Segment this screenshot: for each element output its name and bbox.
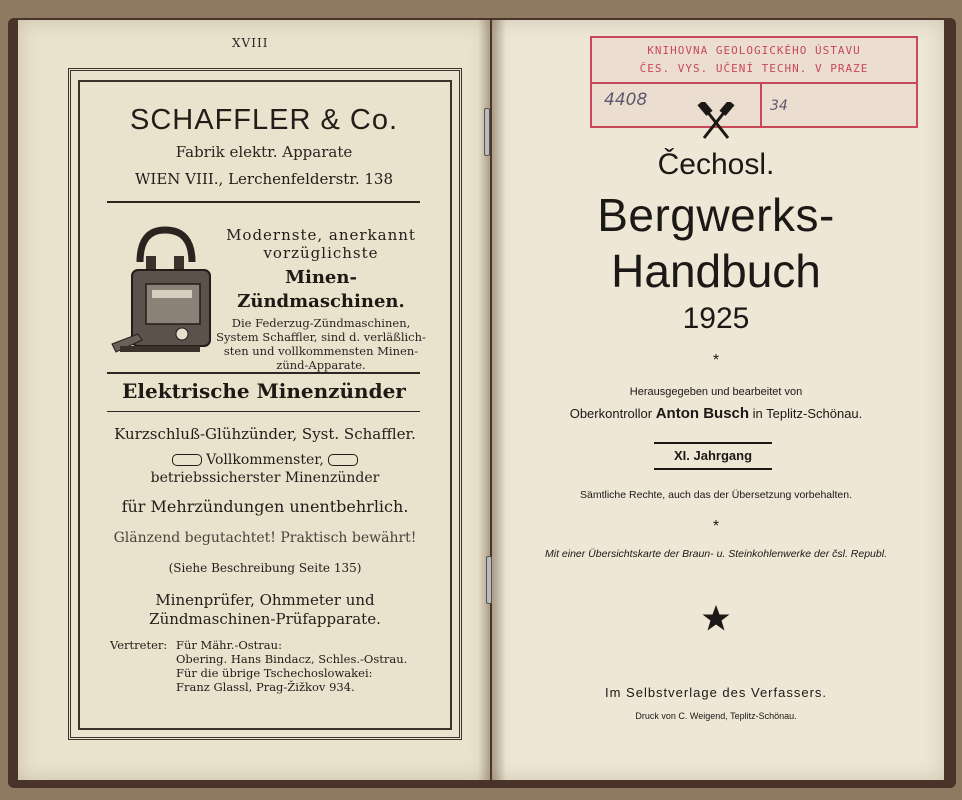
printer-line: Druck von C. Weigend, Teplitz-Schönau. [635, 711, 797, 721]
trademark-logo [328, 454, 358, 466]
staple-top [484, 108, 490, 156]
title-line-2: Handbuch [611, 245, 821, 297]
representatives-label: Vertreter: [110, 638, 168, 652]
rights-notice: Sämtliche Rechte, auch das der Übersetzung vorbehalten. [580, 489, 852, 501]
company-name: SCHAFFLER & Co. [130, 104, 398, 136]
title-line-1: Bergwerks- [597, 189, 835, 241]
ad-line-5: Glänzend begutachtet! Praktisch bewährt! [113, 530, 417, 546]
ad-line-6: (Siehe Beschreibung Seite 135) [168, 561, 362, 575]
representative-line: Für die übrige Tschechoslowakei: [176, 666, 373, 680]
stamp-number-left: 4408 [604, 90, 648, 110]
ad-line-4: für Mehrzündungen unentbehrlich. [121, 497, 409, 516]
separator-star-2: * [712, 518, 720, 535]
editor-name: Anton Busch [655, 405, 750, 422]
advertisement-description: Die Federzug-Zündmaschinen, System Schaffler, sind d. verläßlich- sten und vollkommensten Minen- zünd-Apparate. [216, 316, 426, 372]
representative-line: Für Mähr.-Ostrau: [176, 638, 282, 652]
representative-line: Obering. Hans Bindacz, Schles.-Ostrau. [176, 652, 408, 666]
address-rule [107, 201, 420, 203]
ad-line-1: Kurzschluß-Glühzünder, Syst. Schaffler. [114, 425, 416, 443]
ad-line-8: Zündmaschinen-Prüfapparate. [149, 610, 381, 628]
representative-line: Franz Glassl, Prag-Žižkov 934. [176, 680, 355, 694]
stamp-divider [592, 82, 916, 84]
book-gutter [478, 20, 506, 780]
section-heading: Elektrische Minenzünder [122, 379, 406, 403]
ad-line-7: Minenprüfer, Ohmmeter und [155, 591, 375, 609]
stamp-line-1: KNIHOVNA GEOLOGICKÉHO ÚSTAVU [647, 44, 861, 57]
map-note: Mit einer Übersichtskarte der Braun- u. Steinkohlenwerke der čsl. Republ. [545, 548, 887, 560]
crossed-hammers-icon [696, 102, 736, 142]
ad-line-2: Vollkommenster, [100, 452, 430, 468]
edition-label: XI. Jahrgang [673, 448, 753, 463]
company-subtitle: Fabrik elektr. Apparate [175, 143, 353, 161]
staple-bottom [486, 556, 492, 604]
title-year: 1925 [682, 302, 750, 335]
trademark-logo [172, 454, 202, 466]
editor-line: Oberkontrollor Anton Busch in Teplitz-Schönau. [569, 405, 863, 422]
company-address: WIEN VIII., Lerchenfelderstr. 138 [135, 170, 393, 188]
stamp-divider-vertical [760, 84, 762, 128]
ad-line-3: betriebssicherster Minenzünder [150, 470, 380, 486]
ignition-machine-illustration [110, 222, 215, 367]
advertisement-product: Minen- Zündmaschinen. [237, 267, 405, 312]
editor-intro: Herausgegeben und bearbeitet von [629, 386, 803, 398]
section-rule-bottom [107, 411, 420, 412]
separator-star: * [712, 352, 720, 369]
section-rule-top [107, 372, 420, 374]
star-ornament-icon [702, 604, 730, 632]
page-number: XVIII [232, 36, 269, 50]
stamp-line-2: ČES. VYS. UČENÍ TECHN. V PRAZE [639, 62, 869, 75]
stamp-number-right: 34 [770, 98, 788, 114]
library-stamp [590, 36, 918, 128]
title-small: Čechosl. [657, 148, 775, 181]
advertisement-claim: Modernste, anerkannt vorzüglichste [226, 226, 416, 262]
publisher-line: Im Selbstverlage des Verfassers. [604, 685, 828, 700]
